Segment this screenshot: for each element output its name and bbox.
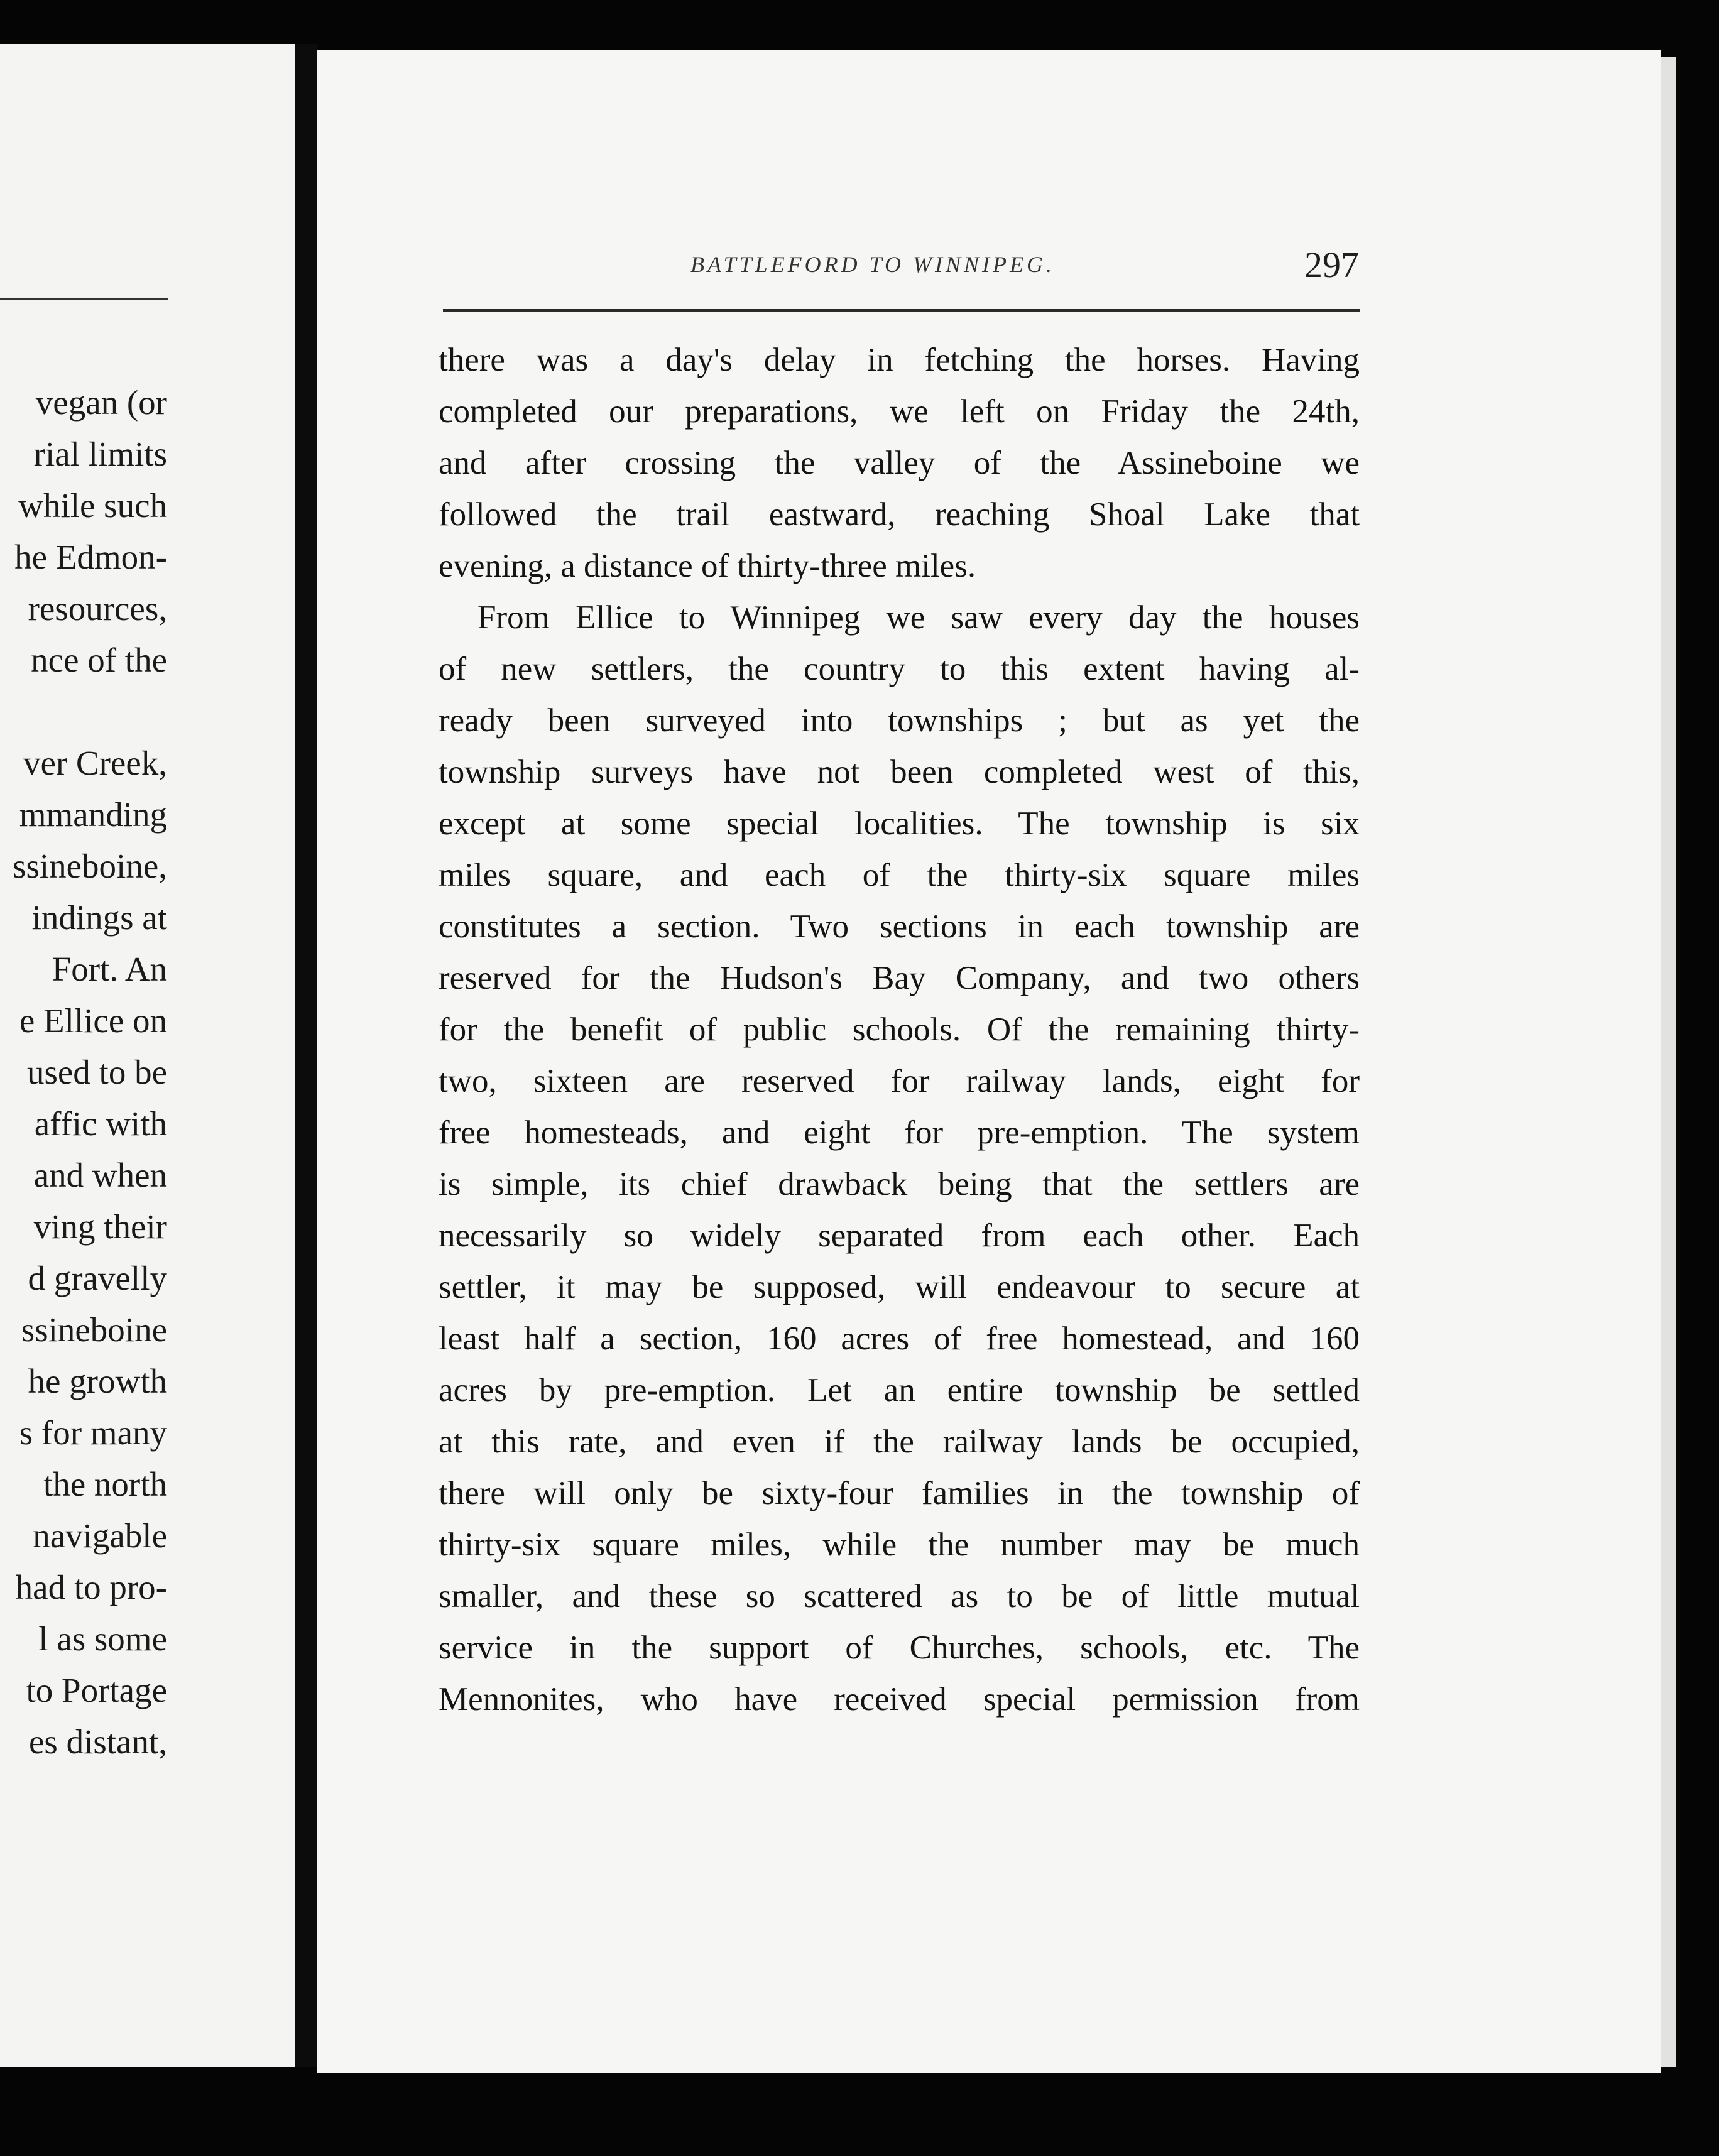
text-line: least half a section, 160 acres of free homestead, and 160 [439, 1320, 1360, 1357]
left-page [0, 44, 295, 2067]
book-gutter [295, 44, 317, 2067]
left-line: had to pro- [15, 1568, 167, 1606]
left-line: he growth [28, 1362, 167, 1400]
text-line: settler, it may be supposed, will endeavour to secure at [439, 1269, 1360, 1305]
running-head: BATTLEFORD TO WINNIPEG. [690, 252, 1055, 277]
left-line: l as some [38, 1620, 167, 1658]
left-line: affic with [34, 1104, 167, 1143]
left-line: while such [18, 486, 167, 525]
left-line: the north [43, 1465, 167, 1503]
left-line: ving their [33, 1207, 167, 1246]
left-line: rial limits [33, 435, 167, 473]
left-line: ssineboine [21, 1310, 167, 1349]
left-line: e Ellice on [19, 1001, 167, 1040]
text-line: and after crossing the valley of the Assineboine we [439, 445, 1360, 481]
text-line: is simple, its chief drawback being that the settlers are [439, 1166, 1360, 1202]
text-line: ready been surveyed into townships ; but as yet the [439, 702, 1360, 739]
text-line: except at some special localities. The township is six [439, 805, 1360, 842]
left-line [13, 686, 167, 738]
text-line: evening, a distance of thirty-three miles. [439, 548, 976, 584]
left-line: and when [33, 1156, 167, 1194]
left-line: s for many [19, 1413, 167, 1452]
left-line: to Portage [26, 1671, 167, 1709]
body-text [439, 334, 1360, 1725]
left-line: mmanding [19, 795, 167, 834]
text-line: two, sixteen are reserved for railway lands, eight for [439, 1063, 1360, 1099]
text-line: service in the support of Churches, schools, etc. The [439, 1630, 1360, 1666]
left-line: es distant, [29, 1723, 167, 1761]
text-line: acres by pre-emption. Let an entire township be settled [439, 1372, 1360, 1408]
text-line: necessarily so widely separated from each other. Each [439, 1217, 1360, 1254]
left-line: resources, [28, 589, 167, 628]
page-header [437, 244, 1359, 294]
text-line: thirty-six square miles, while the number may be much [439, 1527, 1360, 1563]
text-line: there will only be sixty-four families in the township of [439, 1475, 1360, 1511]
left-line: he Edmon- [14, 538, 167, 576]
left-line: ssineboine, [13, 847, 167, 885]
paragraph-start-line: From Ellice to Winnipeg we saw every day the houses [478, 599, 1360, 636]
text-line: followed the trail eastward, reaching Shoal Lake that [439, 496, 1360, 533]
text-line: constitutes a section. Two sections in each township are [439, 908, 1360, 945]
left-line: nce of the [31, 641, 167, 679]
page-edge [1661, 57, 1676, 2067]
text-line: smaller, and these so scattered as to be of little mutual [439, 1578, 1360, 1614]
text-line: miles square, and each of the thirty-six square miles [439, 857, 1360, 893]
header-rule [443, 309, 1360, 312]
text-line: township surveys have not been completed west of this, [439, 754, 1360, 790]
left-line: ver Creek, [23, 744, 167, 782]
left-line: vegan (or [35, 383, 167, 422]
left-header-rule [0, 298, 168, 300]
left-page-text [13, 377, 167, 1768]
text-line: of new settlers, the country to this extent having al- [439, 651, 1360, 687]
left-line: indings at [31, 898, 167, 937]
left-line: used to be [26, 1053, 167, 1091]
text-line: reserved for the Hudson's Bay Company, and two others [439, 960, 1360, 996]
text-line: free homesteads, and eight for pre-emption. The system [439, 1114, 1360, 1151]
text-line: there was a day's delay in fetching the horses. Having [439, 342, 1360, 378]
left-line: d gravelly [28, 1259, 167, 1297]
left-line: Fort. An [52, 950, 167, 988]
left-line: navigable [33, 1516, 167, 1555]
text-line: Mennonites, who have received special permission from [439, 1681, 1360, 1718]
text-line: completed our preparations, we left on Friday the 24th, [439, 393, 1360, 430]
text-line: for the benefit of public schools. Of the remaining thirty- [439, 1011, 1360, 1048]
page-number: 297 [1304, 244, 1359, 285]
text-line: at this rate, and even if the railway lands be occupied, [439, 1424, 1360, 1460]
